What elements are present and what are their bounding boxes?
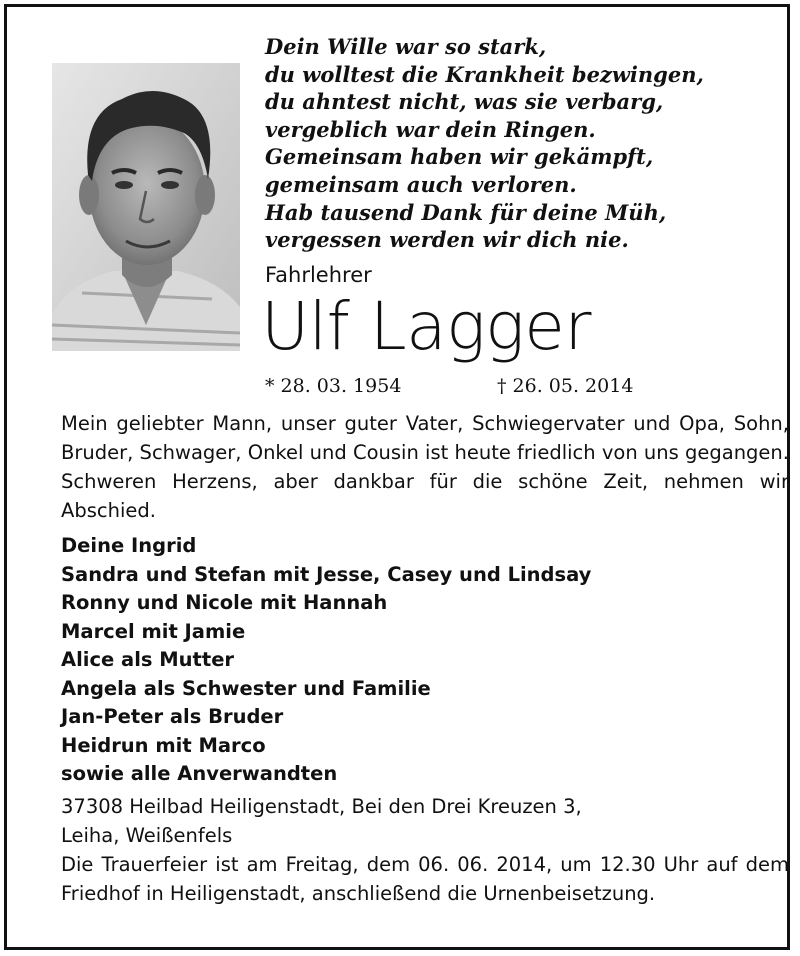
address-line: 37308 Heilbad Heiligenstadt, Bei den Drei Kreuzen 3, — [61, 795, 582, 818]
mourners-list — [61, 532, 591, 789]
mourner: Ronny und Nicole mit Hannah — [61, 591, 388, 614]
address-line: Leiha, Weißenfels — [61, 824, 233, 847]
birth-date: * 28. 03. 1954 — [265, 375, 402, 397]
obituary-notice — [4, 4, 790, 950]
mourner: Angela als Schwester und Familie — [61, 676, 431, 700]
death-date: † 26. 05. 2014 — [497, 375, 634, 397]
address — [61, 792, 582, 850]
memorial-message: Mein geliebter Mann, unser guter Vater, Schwiegervater und Opa, Sohn, Bruder, Schwager, Onkel und Cousin ist heute friedlich von uns gegangen. Schweren Herzens, aber dankbar für die schöne Zeit, nehmen wir Abschied. — [61, 412, 789, 522]
funeral-info: Die Trauerfeier ist am Freitag, dem 06. 06. 2014, um 12.30 Uhr auf dem Friedhof in Heiligenstadt, anschließend die Urnenbeisetzung. — [61, 853, 789, 905]
poem-line: gemeinsam auch verloren. — [265, 171, 577, 197]
mourner: Deine Ingrid — [61, 534, 197, 557]
mourner: Jan-Peter als Bruder — [61, 705, 284, 728]
poem-line: Hab tausend Dank für deine Müh, — [265, 199, 667, 225]
mourner: Alice als Mutter — [61, 648, 235, 671]
poem-line: Dein Wille war so stark, — [265, 34, 547, 59]
mourner: Sandra und Stefan mit Jesse, Casey und Lindsay — [61, 562, 592, 586]
portrait-photo — [52, 63, 240, 351]
poem-line: du ahntest nicht, was sie verbarg, — [265, 89, 664, 115]
poem-line: du wolltest die Krankheit bezwingen, — [265, 61, 704, 87]
poem-line: Gemeinsam haben wir gekämpft, — [265, 144, 654, 170]
poem-line: vergeblich war dein Ringen. — [265, 116, 596, 142]
poem — [265, 33, 785, 254]
mourner: sowie alle Anverwandten — [61, 762, 338, 785]
profession: Fahrlehrer — [265, 263, 372, 287]
poem-line: vergessen werden wir dich nie. — [265, 227, 629, 253]
portrait-image — [52, 63, 240, 351]
deceased-name: Ulf Lagger — [261, 288, 592, 365]
mourner: Heidrun mit Marco — [61, 733, 266, 757]
mourner: Marcel mit Jamie — [61, 619, 246, 643]
